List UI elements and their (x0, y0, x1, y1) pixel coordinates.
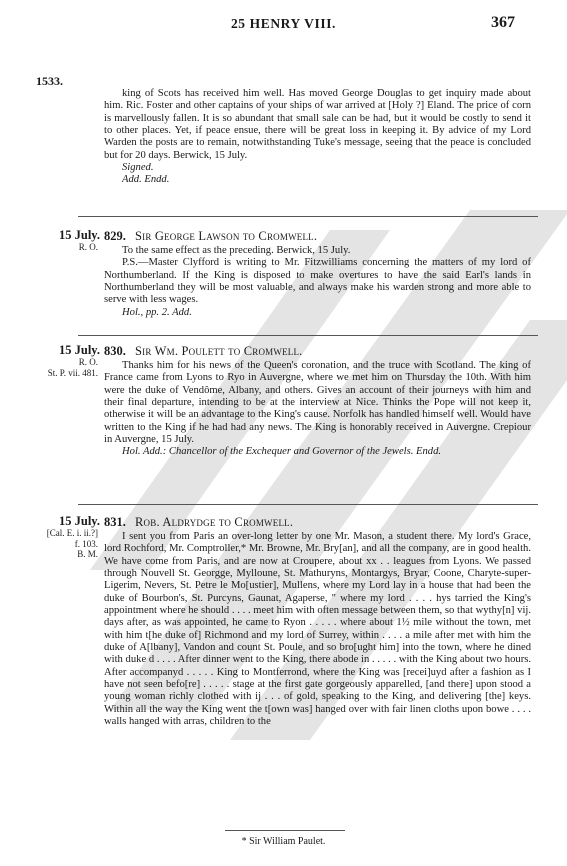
entry-1533-text: king of Scots has received him well. Has moved George Douglas to get inquiry made about him. Ric. Foster and other captains of your ships of war arrived at [Holy ?] Eland. The price of corn is marvellously fallen. It is so abundant that small sale can be had, but it would be costly to send it to other places. Yet, if peace ensue, there will be great loss in keeping it. By advice of my Lord Warden the posts are to remain, notwithstanding Tuke's message, seeing that the peace is concluded but for 20 days. Berwick, 15 July. (104, 88, 531, 161)
entry-830-p1: Thanks him for his news of the Queen's coronation, and the truce with Scotland. The king of France came from Lyons to Ryo in Auvergne, where we met him on Thursday the 10th. With him were the duke of Vendôme, Albany, and others. Gives an account of their journeys with him and their final departure, intending to be at the interview at Nice. Thinks the Pope will not keep it, otherwise it will be an advantage to the King's cause. Norfolk has handled himself well. Would have written to the King if he had had any news. The King is honorably received in Auvergne. Crepiour in Auvergne, 15 July. (104, 360, 531, 446)
page-number: 367 (491, 14, 515, 31)
entry-831-ref1: [Cal. E. i. ii.?] (46, 528, 98, 538)
entry-831-p1: I sent you from Paris an over-long letter by one Mr. Mason, a student there. My lord's Grace, lord Rochford, Mr. Comptroller,* Mr. Browne, Mr. Bry[an], and all the company, are in good health. We have come from Paris, and are now at Croupere, about xx . . leagues from Lyons. We passed through Nouvell St. Georgge, Mylloune, St. Mathuryns, Montargys, Bryar, Coone, Charyte-super-Ligerim, Nevers, St. Petre le Mo[ustier], Mullens, where my Lord lay in a house that had been the duke of Bourbon's, St. Purcyns, Gaunat, Agaperse, " where my lord . . . . hys tarried the King's appointment where he should . . . . meet him with often message between them, so that wythy[n] vij. days after, as was appointed, he came to Ryon . . . . . where about 1½ mile without the town, met with him t[he duke of] Richmond and my lord of Surrey, within . . . . a mile after met with him the duke of A[lbany], Vandon and count St. Poule, and so bro[ught him] into the town, where he dined with duke d . . . . After dinner went to the King, there abode in . . . . . with the King about two hours. After accompanyd . . . . . King to Montferrond, where the King was [recei]uyd after a fashion as I have not seen befo[re] . . . . . stage at the first gate gorgeously apparelled, [and there] upon stood a young woman richly clothed with ij . . . of gold, speaking to the King, and delivering [the] keys. Within all the way the King went the t[own was] hanged over with fair linen cloths upon bowe . . . . walls hanged with arras, children to the (104, 531, 531, 728)
footnote: * Sir William Paulet. (241, 836, 326, 847)
entry-830-number: 830. (104, 344, 126, 358)
header-title: 25 HENRY VIII. (230, 16, 337, 31)
entry-831-heading (104, 515, 531, 529)
entry-829-add: Hol., pp. 2. Add. (122, 306, 192, 318)
entry-829-ref: R. O. (78, 242, 98, 252)
entry-829-body (104, 245, 531, 319)
entry-divider (78, 216, 538, 217)
entry-829-p2: P.S.—Master Clyfford is writing to Mr. Fitzwilliams concerning the matters of my lord of Northumberland. If the King is disposed to make overtures to have the said Earl's lands in Northumberland they will be most valuable, and always make his warden strong and more able to serve with less wages. (104, 257, 531, 306)
entry-831-date: 15 July. (59, 514, 100, 528)
entry-1533-body (104, 88, 531, 187)
entry-831-margin (14, 514, 100, 560)
entry-829-date: 15 July. (59, 228, 100, 242)
entry-830-body (104, 360, 531, 459)
entry-830-ref2: St. P. vii. 481. (47, 367, 98, 378)
year-marker: 1533. (36, 74, 63, 88)
entry-830-heading (104, 344, 531, 358)
entry-829-p1: To the same effect as the preceding. Berwick, 15 July. (122, 245, 351, 256)
entry-830-ref1: R. O. (78, 357, 98, 367)
entry-830-date: 15 July. (59, 343, 100, 357)
entry-831-body (104, 531, 531, 729)
footnote-rule (225, 830, 345, 831)
entry-829-heading (104, 229, 531, 243)
entry-830-title: Sir Wm. Poulett to Cromwell. (135, 344, 303, 358)
entry-1533-signed: Signed. (122, 162, 154, 174)
entry-831-ref3: B. M. (77, 549, 98, 559)
entry-829-margin (14, 228, 100, 253)
entry-831-title: Rob. Aldrydge to Cromwell. (135, 515, 294, 529)
entry-divider (78, 504, 538, 505)
entry-830-margin (14, 343, 100, 378)
entry-830-add: Hol. Add.: Chancellor of the Exchequer and Governor of the Jewels. Endd. (122, 446, 442, 458)
entry-831-ref2: f. 103. (74, 538, 98, 549)
entry-829-title: Sir George Lawson to Cromwell. (135, 229, 318, 243)
running-header (0, 16, 567, 40)
entry-829-number: 829. (104, 229, 126, 243)
entry-1533-add: Add. Endd. (122, 174, 170, 186)
entry-divider (78, 335, 538, 336)
entry-831-number: 831. (104, 515, 126, 529)
